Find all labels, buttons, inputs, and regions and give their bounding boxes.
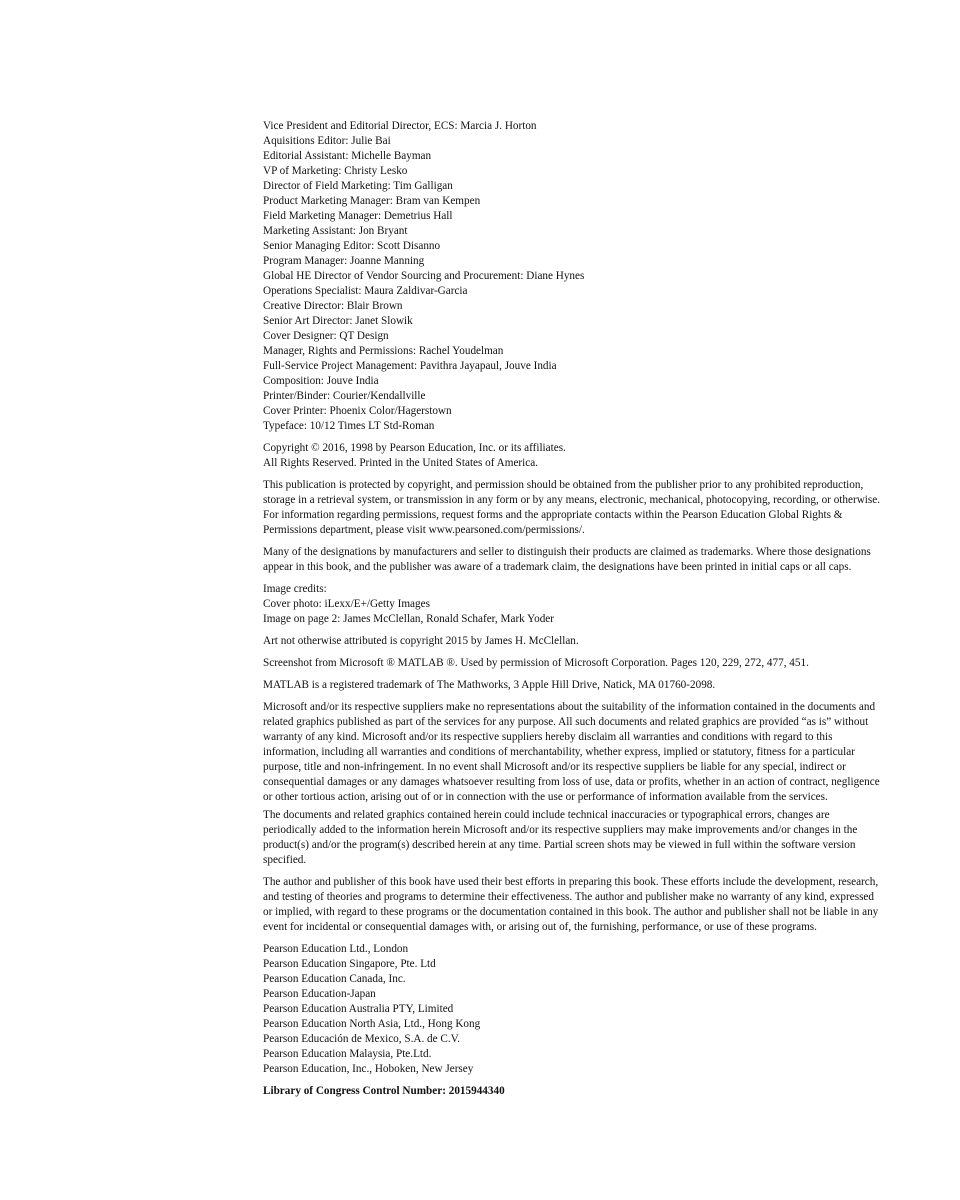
microsoft-disclaimer — [263, 700, 905, 805]
credit-line: Typeface: 10/12 Times LT Std-Roman — [263, 420, 435, 432]
documents-note-line: product(s) and/or the program(s) described herein at any time. Partial screen shots may be viewed in full within the software version — [263, 839, 856, 851]
art-note — [263, 634, 905, 649]
credit-line: Vice President and Editorial Director, ECS: Marcia J. Horton — [263, 120, 537, 132]
copyright-line: Copyright © 2016, 1998 by Pearson Education, Inc. or its affiliates. — [263, 442, 566, 454]
matlab-note-line: MATLAB is a registered trademark of The Mathworks, 3 Apple Hill Drive, Natick, MA 01760-2098. — [263, 679, 716, 691]
image-credit-line: Image on page 2: James McClellan, Ronald Schafer, Mark Yoder — [263, 613, 554, 625]
protection-line: storage in a retrieval system, or transmission in any form or by any means, electronic, mechanical, photocopying, recording, or otherwise. — [263, 494, 880, 506]
credit-line: Cover Printer: Phoenix Color/Hagerstown — [263, 405, 452, 417]
protection-notice — [263, 478, 905, 538]
credit-line: Program Manager: Joanne Manning — [263, 255, 425, 267]
credit-line: Cover Designer: QT Design — [263, 330, 389, 342]
pearson-offices — [263, 942, 905, 1077]
credit-line: Full-Service Project Management: Pavithra Jayapaul, Jouve India — [263, 360, 557, 372]
office-line: Pearson Education Singapore, Pte. Ltd — [263, 958, 436, 970]
office-line: Pearson Education Canada, Inc. — [263, 973, 406, 985]
disclaimer-line: purpose, title and non-infringement. In no event shall Microsoft and/or its respective suppliers be liable for any special, indirect or — [263, 761, 846, 773]
rights-line: All Rights Reserved. Printed in the United States of America. — [263, 457, 538, 469]
disclaimer-line: related graphics published as part of the services for any purpose. All such documents and related graphics are provided “as is” without — [263, 716, 869, 728]
office-line: Pearson Education Australia PTY, Limited — [263, 1003, 454, 1015]
credits-list — [263, 119, 905, 434]
disclaimer-line: consequential damages or any damages whatsoever resulting from loss of use, data or profits, whether in an action of contract, negligence — [263, 776, 880, 788]
credit-line: Director of Field Marketing: Tim Galligan — [263, 180, 453, 192]
office-line: Pearson Educación de Mexico, S.A. de C.V. — [263, 1033, 461, 1045]
credit-line: Product Marketing Manager: Bram van Kempen — [263, 195, 481, 207]
credit-line: Field Marketing Manager: Demetrius Hall — [263, 210, 453, 222]
credit-line: Global HE Director of Vendor Sourcing and Procurement: Diane Hynes — [263, 270, 585, 282]
matlab-note — [263, 678, 905, 693]
credit-line: Manager, Rights and Permissions: Rachel Youdelman — [263, 345, 504, 357]
author-disclaimer-line: The author and publisher of this book have used their best efforts in preparing this book. These efforts include the development, research, — [263, 876, 879, 888]
art-note-line: Art not otherwise attributed is copyright 2015 by James H. McClellan. — [263, 635, 579, 647]
documents-note — [263, 808, 905, 868]
credit-line: Composition: Jouve India — [263, 375, 379, 387]
credit-line: VP of Marketing: Christy Lesko — [263, 165, 408, 177]
disclaimer-line: warranty of any kind. Microsoft and/or its respective suppliers hereby disclaim all warranties and conditions with regard to this — [263, 731, 833, 743]
office-line: Pearson Education Ltd., London — [263, 943, 409, 955]
copyright-page — [263, 119, 905, 1099]
trademarks-line: Many of the designations by manufacturers and seller to distinguish their products are claimed as trademarks. Where those designations — [263, 546, 871, 558]
screenshot-note-line: Screenshot from Microsoft ® MATLAB ®. Used by permission of Microsoft Corporation. Pages 120, 229, 272, 477, 451. — [263, 657, 809, 669]
office-line: Pearson Education North Asia, Ltd., Hong Kong — [263, 1018, 481, 1030]
credit-line: Editorial Assistant: Michelle Bayman — [263, 150, 432, 162]
copyright-notice — [263, 441, 905, 471]
image-credits — [263, 582, 905, 627]
image-credit-line: Cover photo: iLexx/E+/Getty Images — [263, 598, 430, 610]
protection-line: For information regarding permissions, request forms and the appropriate contacts within the Pearson Education Global Rights & — [263, 509, 843, 521]
loc-control-line: Library of Congress Control Number: 2015944340 — [263, 1085, 505, 1097]
documents-note-line: periodically added to the information herein Microsoft and/or its respective suppliers may make improvements and/or changes in the — [263, 824, 858, 836]
disclaimer-line: information, including all warranties and conditions of merchantability, whether express, implied or statutory, fitness for a particular — [263, 746, 855, 758]
trademarks-line: appear in this book, and the publisher was aware of a trademark claim, the designations have been printed in initial caps or all caps. — [263, 561, 852, 573]
trademarks-notice — [263, 545, 905, 575]
protection-line: This publication is protected by copyright, and permission should be obtained from the publisher prior to any prohibited reproduction, — [263, 479, 864, 491]
credit-line: Senior Managing Editor: Scott Disanno — [263, 240, 441, 252]
image-credits-heading: Image credits: — [263, 583, 327, 595]
credit-line: Marketing Assistant: Jon Bryant — [263, 225, 408, 237]
credit-line: Printer/Binder: Courier/Kendallville — [263, 390, 426, 402]
credit-line: Creative Director: Blair Brown — [263, 300, 403, 312]
author-disclaimer-line: and testing of theories and programs to determine their effectiveness. The author and publisher make no warranty of any kind, expressed — [263, 891, 874, 903]
protection-line: Permissions department, please visit www.pearsoned.com/permissions/. — [263, 524, 585, 536]
office-line: Pearson Education-Japan — [263, 988, 376, 1000]
loc-control-number — [263, 1084, 905, 1099]
author-disclaimer-line: event for incidental or consequential damages with, or arising out of, the furnishing, performance, or use of these programs. — [263, 921, 817, 933]
author-disclaimer — [263, 875, 905, 935]
credit-line: Operations Specialist: Maura Zaldivar-Garcia — [263, 285, 468, 297]
disclaimer-line: Microsoft and/or its respective suppliers make no representations about the suitability of the information contained in the documents and — [263, 701, 876, 713]
documents-note-line: specified. — [263, 854, 307, 866]
office-line: Pearson Education, Inc., Hoboken, New Jersey — [263, 1063, 474, 1075]
disclaimer-line: or other tortious action, arising out of or in connection with the use or performance of information available from the services. — [263, 791, 828, 803]
credit-line: Senior Art Director: Janet Slowik — [263, 315, 413, 327]
screenshot-note — [263, 656, 905, 671]
author-disclaimer-line: or implied, with regard to these programs or the documentation contained in this book. The author and publisher shall not be liable in any — [263, 906, 879, 918]
credit-line: Aquisitions Editor: Julie Bai — [263, 135, 391, 147]
office-line: Pearson Education Malaysia, Pte.Ltd. — [263, 1048, 432, 1060]
documents-note-line: The documents and related graphics contained herein could include technical inaccuracies or typographical errors, changes are — [263, 809, 830, 821]
